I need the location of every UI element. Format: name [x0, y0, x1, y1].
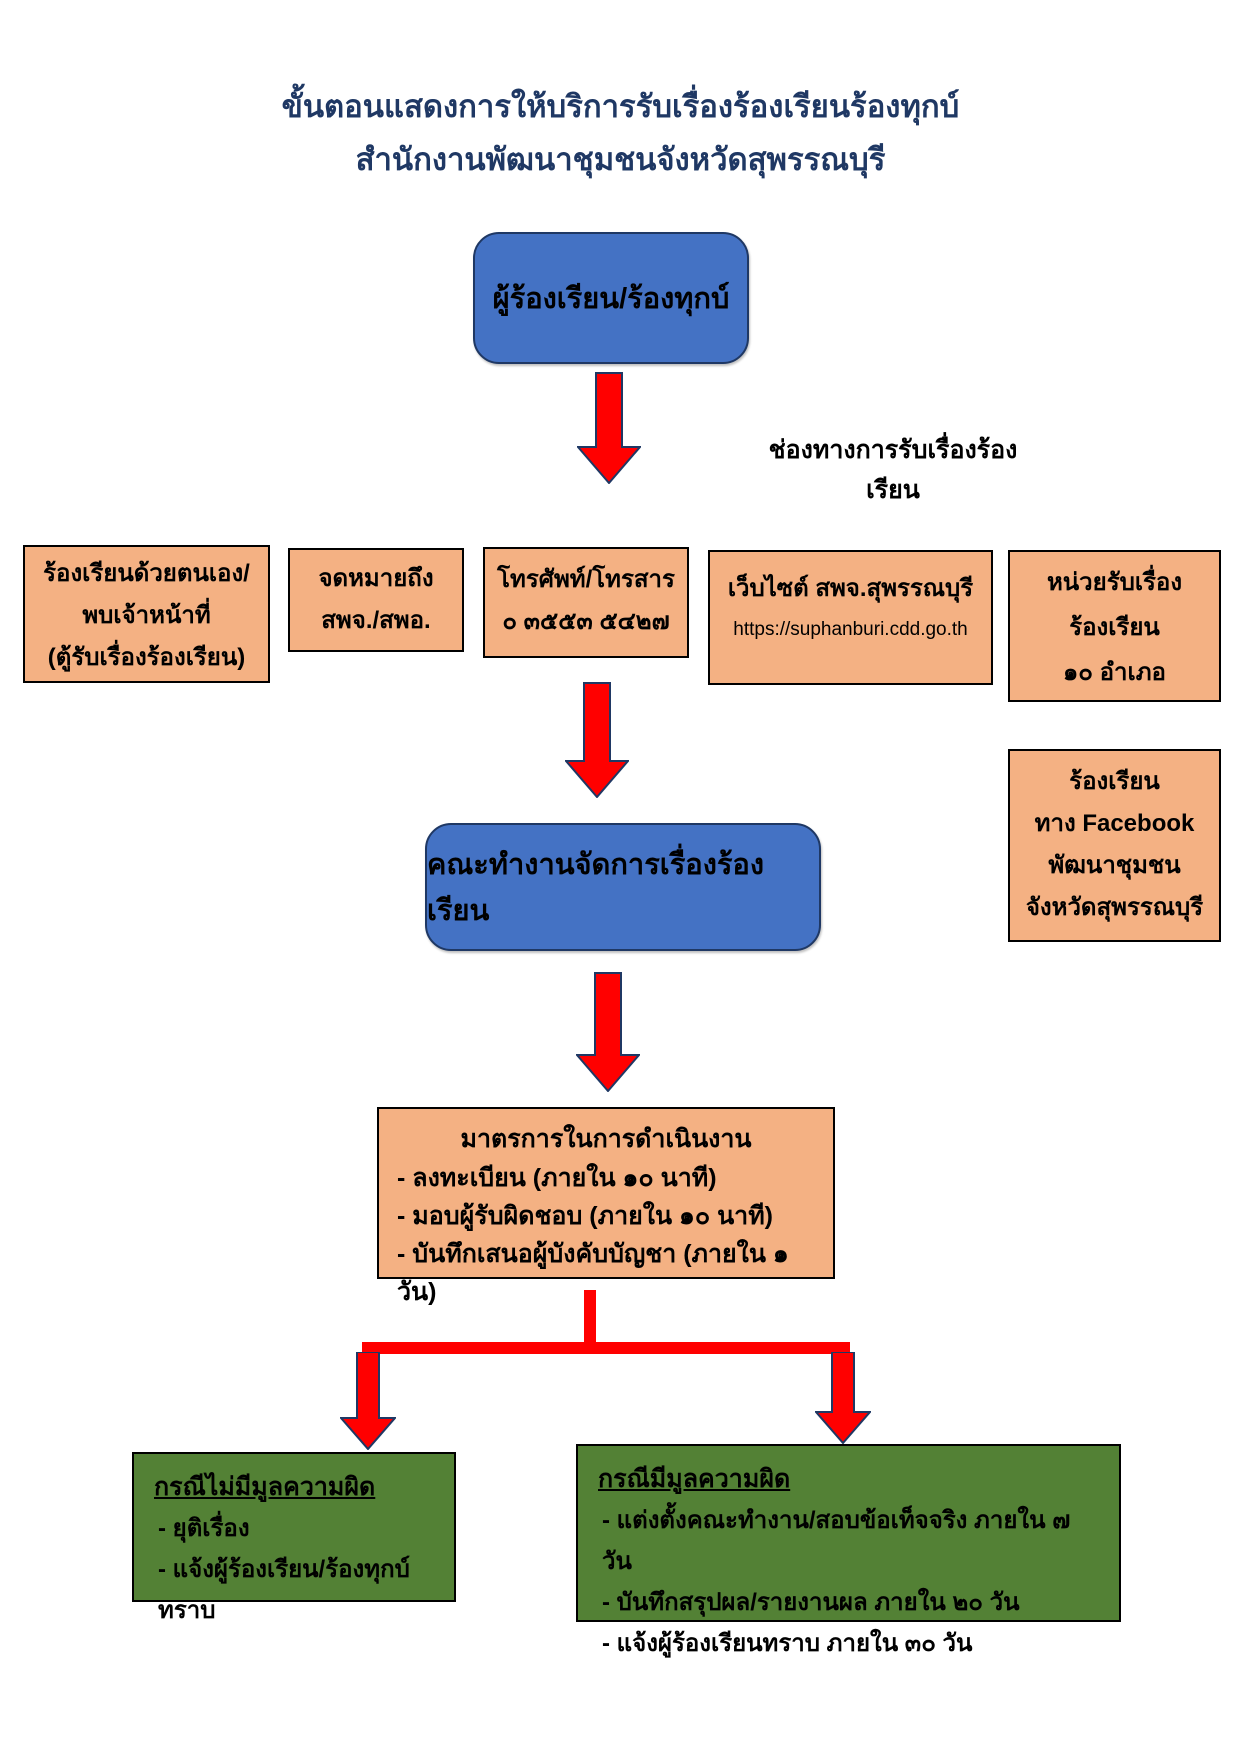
channel-line: โทรศัพท์/โทรสาร [497, 566, 675, 593]
outcome-item: - แจ้งผู้ร้องเรียนทราบ ภายใน ๓๐ วัน [602, 1630, 973, 1657]
branch-stub-line [584, 1290, 596, 1348]
channel-line: (ตู้รับเรื่องร้องเรียน) [47, 644, 246, 671]
measures-item: - มอบผู้รับผิดชอบ (ภายใน ๑๐ นาที) [397, 1202, 774, 1230]
page-title [0, 80, 1241, 186]
page-title-line2: สำนักงานพัฒนาชุมชนจังหวัดสุพรรณบุรี [355, 142, 886, 177]
channel-line: ๑๐ อำเภอ [1063, 659, 1166, 686]
outcome-item: - บันทึกสรุปผล/รายงานผล ภายใน ๒๐ วัน [602, 1589, 1020, 1616]
channel-line: พัฒนาชุมชน [1048, 852, 1181, 879]
branch-arrow-right [815, 1352, 871, 1444]
channel-website-url: https://suphanburi.cdd.go.th [733, 619, 968, 640]
branch-horizontal-line [362, 1342, 850, 1354]
measures-item: - ลงทะเบียน (ภายใน ๑๐ นาที) [397, 1164, 717, 1192]
node-committee [425, 823, 821, 951]
channel-line: พบเจ้าหน้าที่ [82, 602, 211, 629]
node-committee-label: คณะทำงานจัดการเรื่องร้องเรียน [427, 849, 765, 927]
channel-line: สพจ./สพอ. [321, 607, 431, 634]
node-complainant-label: ผู้ร้องเรียน/ร้องทุกบ์ [492, 283, 730, 315]
channel-box-mail [288, 548, 464, 652]
outcome-item: - ยุติเรื่อง [158, 1515, 250, 1542]
node-outcome-fault [576, 1444, 1121, 1657]
channel-line: จดหมายถึง [318, 565, 434, 592]
channel-line: ร้องเรียน [1069, 614, 1160, 641]
channel-line: ทาง Facebook [1034, 810, 1195, 837]
node-measures [377, 1107, 835, 1306]
branch-arrow-left [340, 1352, 396, 1450]
down-arrow-3 [576, 972, 640, 1092]
channel-box-in-person [23, 545, 270, 683]
outcome-item: - แจ้งผู้ร้องเรียน/ร้องทุกบ์ทราบ [158, 1556, 410, 1624]
channel-line: ๐ ๓๕๕๓ ๕๔๒๗ [502, 608, 670, 635]
node-outcome-no-fault [132, 1452, 456, 1624]
outcome-no-fault-heading: กรณีไม่มีมูลความผิด [154, 1473, 376, 1501]
channel-box-website [708, 550, 993, 685]
outcome-fault-heading: กรณีมีมูลความผิด [598, 1465, 791, 1493]
node-complainant [473, 232, 749, 364]
page-title-line1: ขั้นตอนแสดงการให้บริการรับเรื่องร้องเรียนร้องทุกบ์ [281, 89, 960, 124]
measures-item: - บันทึกเสนอผู้บังคับบัญชา (ภายใน ๑ วัน) [397, 1240, 789, 1306]
channel-box-facebook [1008, 749, 1221, 942]
channel-box-district-units [1008, 550, 1221, 702]
channel-line: ร้องเรียน [1069, 768, 1160, 795]
channel-line: จังหวัดสุพรรณบุรี [1025, 894, 1204, 921]
down-arrow-2 [565, 682, 629, 798]
down-arrow-1 [577, 372, 641, 484]
channel-line: หน่วยรับเรื่อง [1046, 569, 1183, 596]
channel-line: ร้องเรียนด้วยตนเอง/ [43, 560, 250, 587]
channels-heading: ช่องทางการรับเรื่องร้องเรียน [768, 436, 1018, 504]
outcome-item: - แต่งตั้งคณะทำงาน/สอบข้อเท็จจริง ภายใน ๗ วัน [602, 1507, 1071, 1575]
measures-heading: มาตรการในการดำเนินงาน [460, 1125, 752, 1153]
channel-line: เว็บไซต์ สพจ.สุพรรณบุรี [727, 575, 974, 602]
channel-box-phone-fax [483, 547, 689, 658]
